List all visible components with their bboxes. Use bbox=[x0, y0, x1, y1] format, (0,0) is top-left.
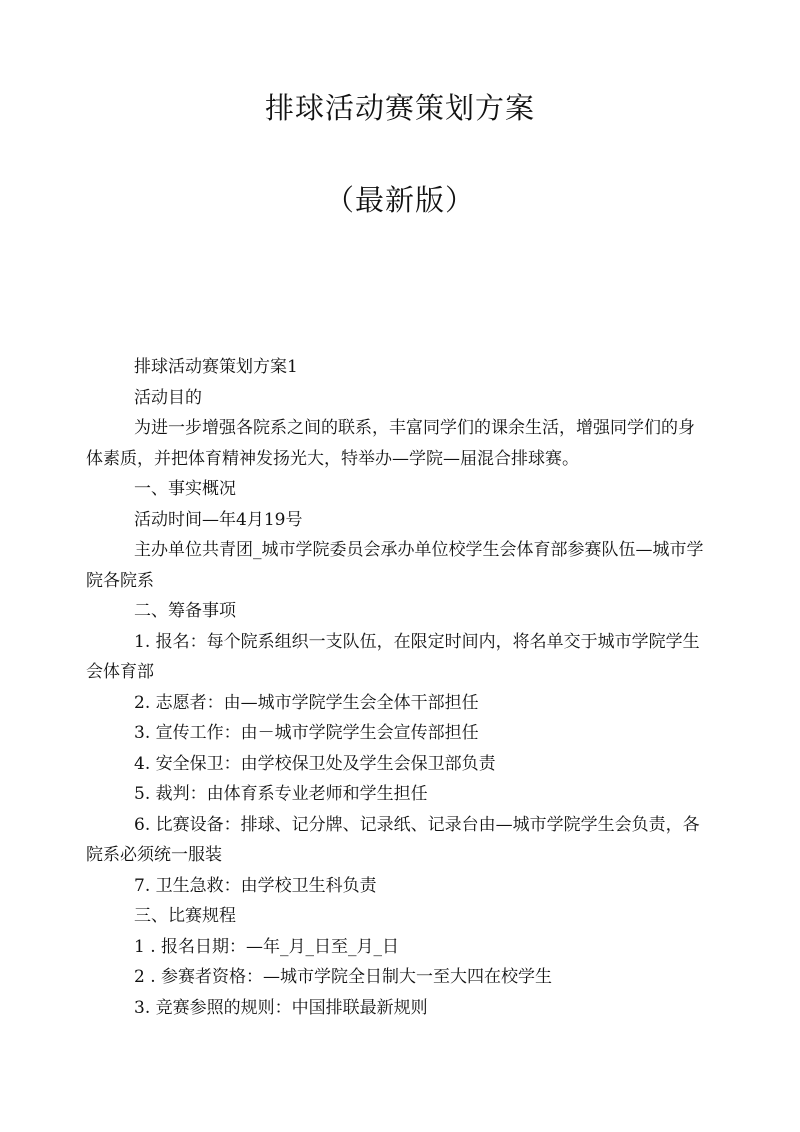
paragraph: 活动时间—年4月19号 bbox=[134, 509, 303, 530]
section-heading: 二、筹备事项 bbox=[134, 601, 236, 621]
paragraph: 为进一步增强各院系之间的联系，丰富同学们的课余生活，增强同学们的身体素质，并把体育精神发扬光大，特举办—学院—届混合排球赛。 bbox=[86, 418, 695, 469]
list-item: 2 . 参赛者资格：—城市学院全日制大一至大四在校学生 bbox=[134, 967, 553, 987]
paragraph: 主办单位共青团_城市学院委员会承办单位校学生会体育部参赛队伍—城市学院各院系 bbox=[86, 540, 704, 591]
section-heading: 一、事实概况 bbox=[134, 479, 236, 499]
document-body bbox=[86, 352, 706, 1023]
document-title: 排球活动赛策划方案 bbox=[264, 91, 535, 125]
list-item: 6. 比赛设备：排球、记分牌、记录纸、记录台由—城市学院学生会负责，各院系必须统一服装 bbox=[86, 814, 700, 865]
list-item: 5. 裁判：由体育系专业老师和学生担任 bbox=[134, 784, 428, 804]
section-heading: 活动目的 bbox=[134, 387, 202, 408]
list-item: 4. 安全保卫：由学校保卫处及学生会保卫部负责 bbox=[134, 753, 496, 774]
document-subtitle: （最新版） bbox=[324, 183, 475, 217]
list-item: 3. 竞赛参照的规则：中国排联最新规则 bbox=[134, 997, 428, 1018]
list-item: 1. 报名：每个院系组织一支队伍，在限定时间内，将名单交于城市学院学生会体育部 bbox=[86, 631, 700, 682]
list-item: 1 . 报名日期：—年_月_日至_月_日 bbox=[134, 936, 400, 957]
list-item: 7. 卫生急救：由学校卫生科负责 bbox=[134, 875, 377, 896]
section-heading: 三、比赛规程 bbox=[134, 906, 236, 926]
list-item: 3. 宣传工作：由－城市学院学生会宣传部担任 bbox=[134, 723, 479, 743]
list-item: 2. 志愿者：由—城市学院学生会全体干部担任 bbox=[134, 692, 479, 713]
section-heading: 排球活动赛策划方案1 bbox=[134, 357, 298, 377]
